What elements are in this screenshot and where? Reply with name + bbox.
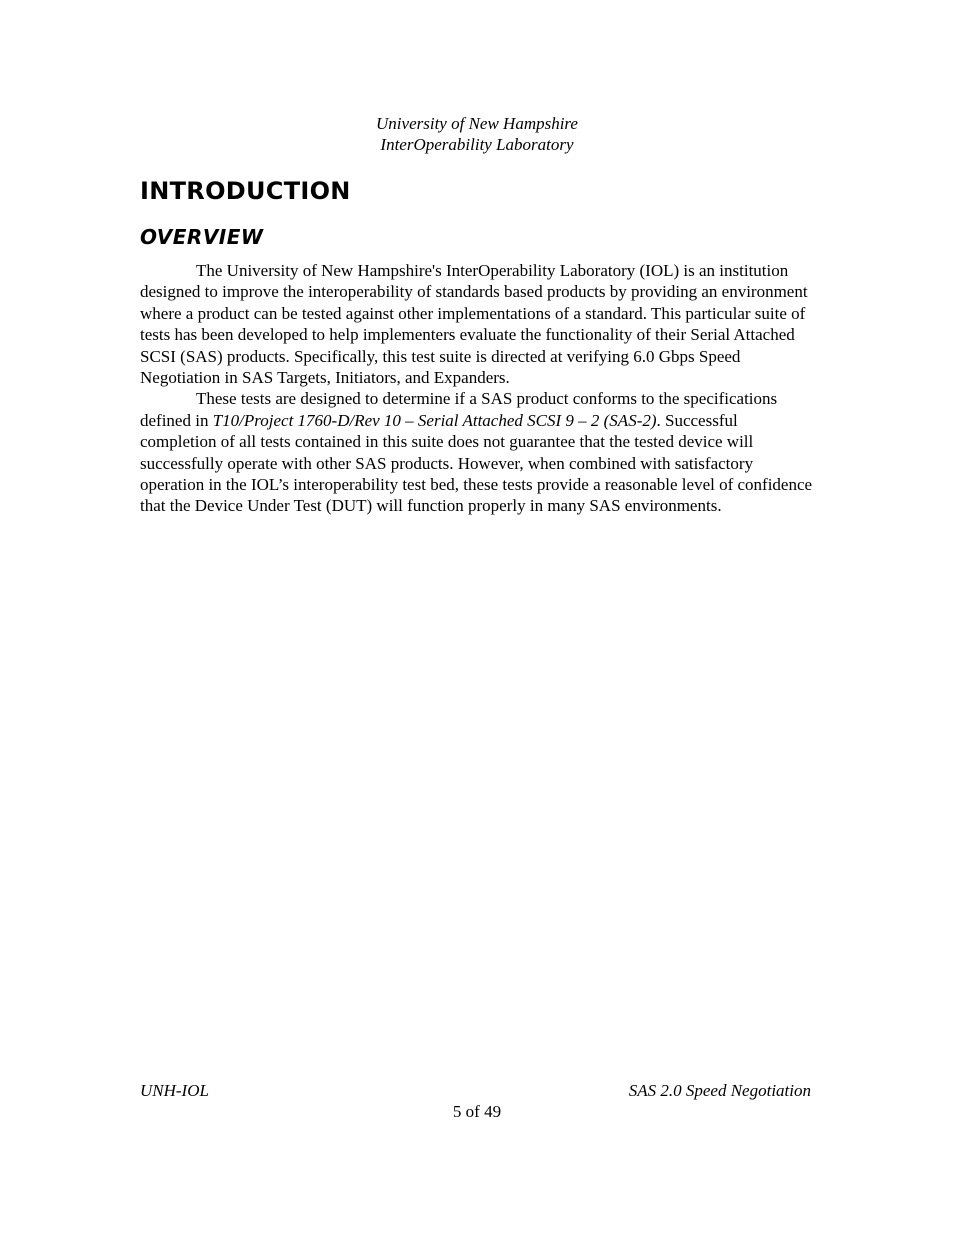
body-text — [140, 260, 816, 517]
page-header — [140, 113, 814, 155]
paragraph-overview-1: The University of New Hampshire's InterOperability Laboratory (IOL) is an institution designed to improve the interoperability of standards based products by providing an environment where a product can be tested against other implementations of a standard. This particular suite of tests has been developed to help implementers evaluate the functionality of their Serial Attached SCSI (SAS) products. Specifically, this test suite is directed at verifying 6.0 Gbps Speed Negotiation in SAS Targets, Initiators, and Expanders. — [140, 261, 808, 388]
footer-organization: UNH-IOL — [140, 1081, 209, 1100]
page-number: 5 of 49 — [452, 1102, 502, 1121]
section-subtitle: OVERVIEW — [140, 225, 264, 249]
paragraph-2-rest: . Successful completion of all tests contained in this suite does not guarantee that the tested device will successfully operate with other SAS products. However, when combined with satisfactory operation in the IOL’s interoperability test bed, these tests provide a reasonable level of confidence that the Device Under Test (DUT) will function properly in many SAS environments. — [140, 410, 813, 516]
specification-reference: T10/Project 1760-D/Rev 10 – Serial Attached SCSI 9 – 2 (SAS-2) — [212, 410, 657, 430]
paragraph-overview-2 — [140, 388, 816, 516]
paragraph-2-lead: These tests are designed to determine if a SAS product conforms to the specifications defined in — [140, 389, 778, 430]
section-title: INTRODUCTION — [140, 177, 351, 205]
header-institution: University of New Hampshire — [376, 114, 578, 133]
header-laboratory: InterOperability Laboratory — [380, 135, 574, 154]
footer-document-title: SAS 2.0 Speed Negotiation — [628, 1081, 811, 1100]
